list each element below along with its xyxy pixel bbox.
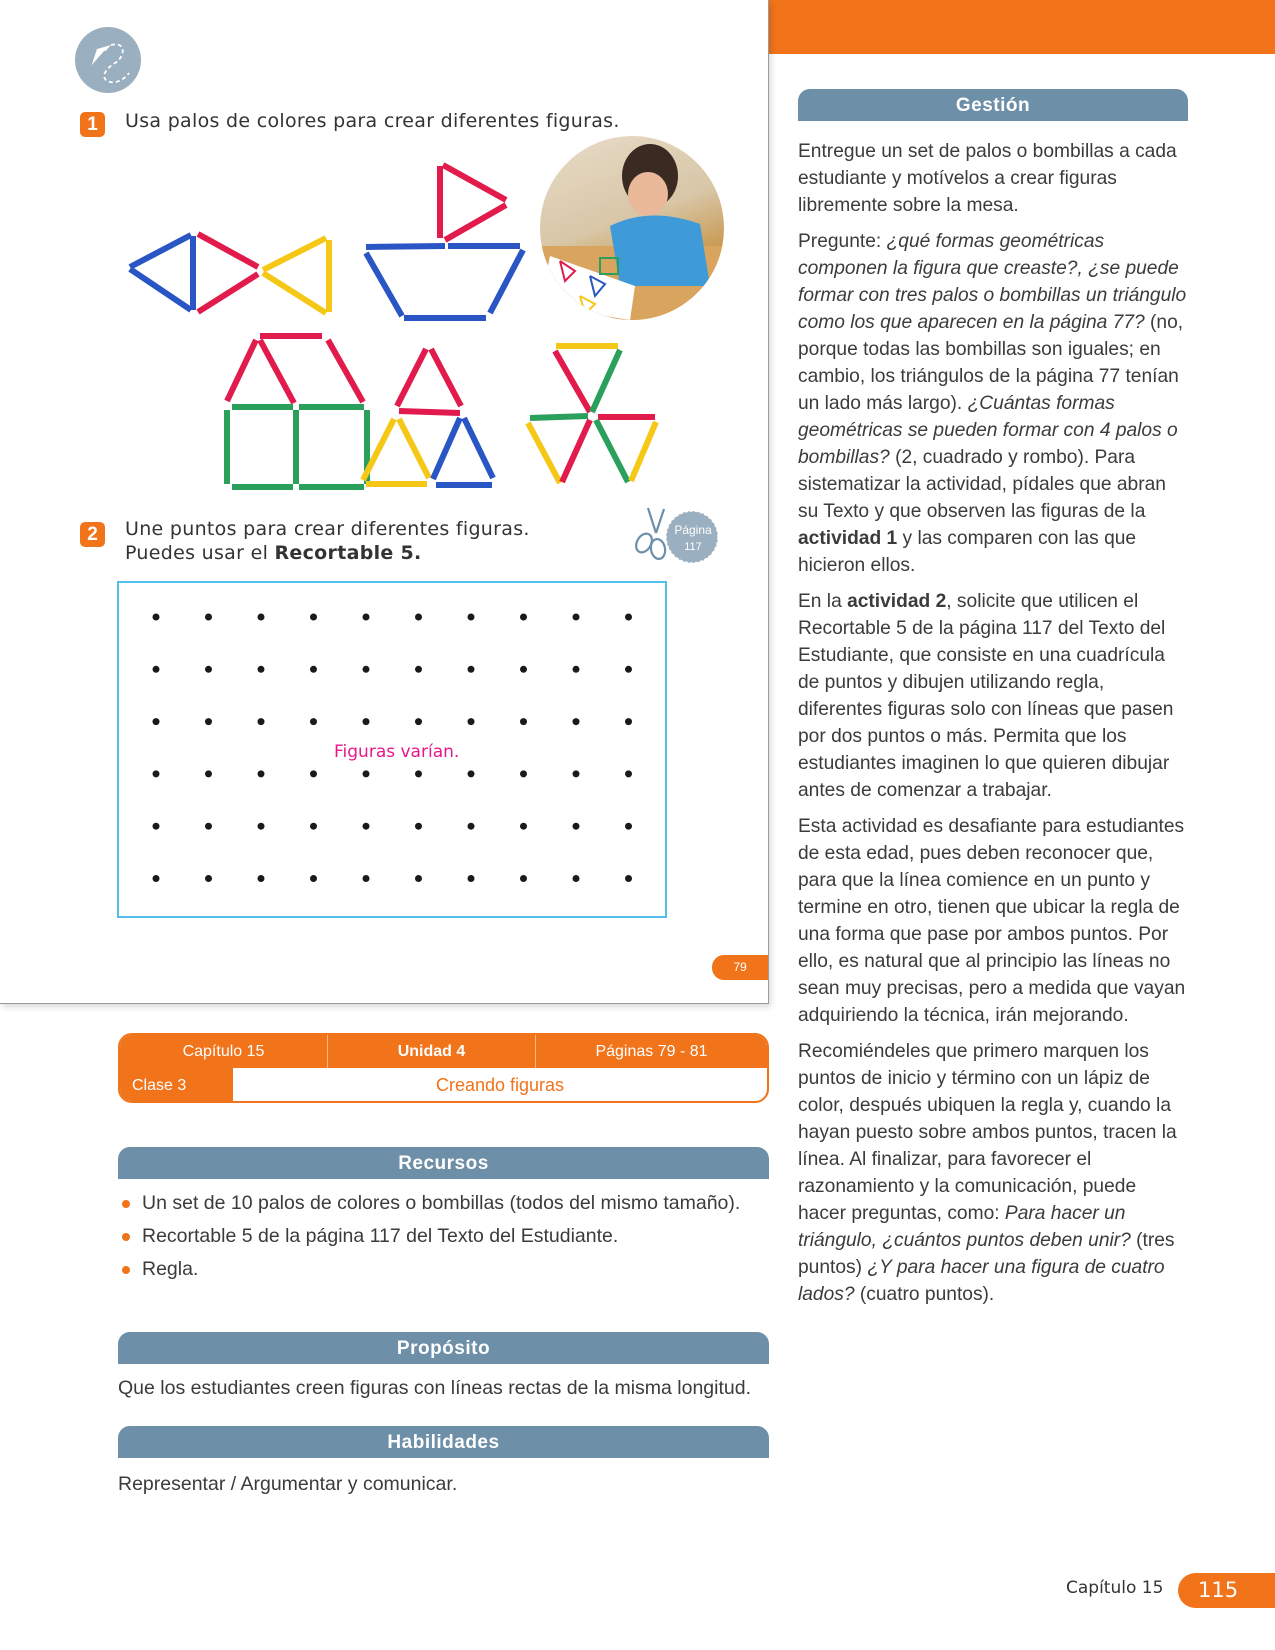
fish-figure bbox=[130, 234, 329, 313]
grid-dot[interactable] bbox=[310, 614, 317, 621]
recurso-item: Regla. bbox=[118, 1256, 768, 1283]
grid-dot[interactable] bbox=[205, 666, 212, 673]
grid-dot[interactable] bbox=[258, 770, 265, 777]
grid-dot[interactable] bbox=[468, 770, 475, 777]
grid-dot[interactable] bbox=[258, 823, 265, 830]
grid-dot[interactable] bbox=[363, 770, 370, 777]
grid-dot[interactable] bbox=[625, 666, 632, 673]
lesson-title: Creando figuras bbox=[435, 1075, 565, 1095]
grid-dot[interactable] bbox=[310, 718, 317, 725]
grid-dot[interactable] bbox=[258, 666, 265, 673]
grid-dot[interactable] bbox=[520, 823, 527, 830]
recortable-label: Página bbox=[674, 523, 712, 537]
grid-dot[interactable] bbox=[468, 823, 475, 830]
pinwheel-figure bbox=[528, 346, 656, 483]
proposito-heading: Propósito bbox=[118, 1332, 769, 1364]
recortable-page-badge bbox=[628, 503, 728, 583]
grid-dot[interactable] bbox=[415, 666, 422, 673]
grid-dot[interactable] bbox=[468, 666, 475, 673]
class-cell: Clase 3 bbox=[120, 1068, 233, 1103]
grid-dot[interactable] bbox=[153, 823, 160, 830]
boat-figure bbox=[366, 165, 523, 318]
grid-dot[interactable] bbox=[625, 614, 632, 621]
proposito-text: Que los estudiantes creen figuras con líneas rectas de la misma longitud. bbox=[118, 1377, 752, 1399]
recortable-page: 117 bbox=[684, 541, 702, 553]
grid-dot[interactable] bbox=[153, 666, 160, 673]
grid-dot[interactable] bbox=[415, 875, 422, 882]
grid-dot[interactable] bbox=[468, 614, 475, 621]
grid-dot[interactable] bbox=[520, 770, 527, 777]
student-page-number: 79 bbox=[712, 955, 768, 980]
grid-dot[interactable] bbox=[468, 718, 475, 725]
grid-dot[interactable] bbox=[625, 823, 632, 830]
house-figure bbox=[227, 336, 367, 487]
student-photo bbox=[540, 136, 724, 320]
answer-note: Figuras varían. bbox=[334, 742, 460, 762]
gestion-heading: Gestión bbox=[798, 89, 1188, 121]
footer-chapter: Capítulo 15 bbox=[1066, 1578, 1164, 1598]
grid-dot[interactable] bbox=[625, 718, 632, 725]
grid-dot[interactable] bbox=[310, 770, 317, 777]
activity-2-instruction-line2 bbox=[125, 542, 422, 564]
grid-dot[interactable] bbox=[363, 614, 370, 621]
gestion-paragraph-4: Esta actividad es desafiante para estudiantes de esta edad, pues deben reconocer que, para que la línea comience en un punto y termine en otro, tienen que ubicar la regla de una forma que pase por ambos puntos. Por ello, es natural que al principio las líneas no sean muy precisas, pero a medida que vayan adquiriendo la técnica, irán mejorando. bbox=[798, 816, 1186, 1026]
unit-cell: Unidad 4 bbox=[328, 1035, 536, 1068]
grid-dot[interactable] bbox=[205, 770, 212, 777]
gestion-paragraph-2: Pregunte: ¿qué formas geométricas componen la figura que creaste?, ¿se puede formar con tres palos o bombillas un triángulo como los que aparecen en la página 77? (no, porque todas las bombillas son iguales; en cambio, los triángulos de la página 77 tenían un lado más largo). ¿Cuántas formas geométricas se pueden formar con 4 palos o bombillas? (2, cuadrado y rombo). Para sistematizar la actividad, pídales que abran su Texto y que observen las figuras de la actividad 1 y las comparen con las que hicieron ellos. bbox=[798, 231, 1187, 576]
grid-dot[interactable] bbox=[573, 875, 580, 882]
student-page-inset bbox=[0, 0, 769, 1004]
grid-dot[interactable] bbox=[363, 875, 370, 882]
chapter-cell: Capítulo 15 bbox=[120, 1035, 328, 1068]
activity-2-number: 2 bbox=[80, 522, 105, 547]
grid-dot[interactable] bbox=[205, 718, 212, 725]
kite-path-icon bbox=[75, 27, 141, 93]
instruction-prefix: Puedes usar el bbox=[125, 542, 275, 564]
grid-dot[interactable] bbox=[415, 770, 422, 777]
activity-2-instruction-line1: Une puntos para crear diferentes figuras. bbox=[125, 518, 530, 540]
grid-dot[interactable] bbox=[520, 875, 527, 882]
triangles-figure bbox=[363, 349, 493, 485]
grid-dot[interactable] bbox=[310, 875, 317, 882]
grid-dot[interactable] bbox=[363, 823, 370, 830]
grid-dot[interactable] bbox=[153, 614, 160, 621]
grid-dot[interactable] bbox=[363, 718, 370, 725]
grid-dot[interactable] bbox=[573, 718, 580, 725]
habilidades-heading: Habilidades bbox=[118, 1426, 769, 1458]
grid-dot[interactable] bbox=[625, 770, 632, 777]
grid-dot[interactable] bbox=[573, 770, 580, 777]
recurso-item: Un set de 10 palos de colores o bombillas (todos del mismo tamaño). bbox=[118, 1190, 768, 1217]
grid-dot[interactable] bbox=[573, 823, 580, 830]
grid-dot[interactable] bbox=[363, 666, 370, 673]
grid-dot[interactable] bbox=[415, 718, 422, 725]
pages-cell: Páginas 79 - 81 bbox=[595, 1042, 708, 1060]
grid-dot[interactable] bbox=[153, 718, 160, 725]
recurso-item: Recortable 5 de la página 117 del Texto del Estudiante. bbox=[118, 1223, 768, 1250]
grid-dot[interactable] bbox=[205, 875, 212, 882]
grid-dot[interactable] bbox=[468, 875, 475, 882]
grid-dot[interactable] bbox=[415, 614, 422, 621]
grid-dot[interactable] bbox=[258, 614, 265, 621]
recortable-reference: Recortable 5. bbox=[274, 542, 422, 564]
grid-dot[interactable] bbox=[573, 614, 580, 621]
grid-dot[interactable] bbox=[520, 666, 527, 673]
footer-page-number: 115 bbox=[1178, 1573, 1275, 1608]
grid-dot[interactable] bbox=[153, 770, 160, 777]
gestion-paragraph-3: En la actividad 2, solicite que utilicen el Recortable 5 de la página 117 del Texto del Estudiante, que consiste en una cuadrícula de puntos y dibujen utilizando regla, diferentes figuras solo con líneas que pasen por dos puntos o más. Permita que los estudiantes imaginen lo que quieren dibujar antes de comenzar a trabajar. bbox=[798, 591, 1174, 801]
grid-dot[interactable] bbox=[205, 614, 212, 621]
activity-1-number: 1 bbox=[80, 112, 105, 137]
habilidades-text: Representar / Argumentar y comunicar. bbox=[118, 1473, 458, 1495]
top-accent-band bbox=[769, 0, 1275, 54]
lesson-header-table bbox=[118, 1033, 769, 1103]
grid-dot[interactable] bbox=[258, 875, 265, 882]
grid-dot[interactable] bbox=[520, 718, 527, 725]
grid-dot[interactable] bbox=[520, 614, 527, 621]
grid-dot[interactable] bbox=[415, 823, 422, 830]
grid-dot[interactable] bbox=[153, 875, 160, 882]
activity-1-instruction: Usa palos de colores para crear diferentes figuras. bbox=[125, 110, 620, 132]
recursos-heading: Recursos bbox=[118, 1147, 769, 1179]
grid-dot[interactable] bbox=[573, 666, 580, 673]
dot-grid-area[interactable] bbox=[117, 581, 667, 918]
gestion-text bbox=[798, 138, 1188, 1317]
grid-dot[interactable] bbox=[258, 718, 265, 725]
grid-dot[interactable] bbox=[205, 823, 212, 830]
recursos-list bbox=[118, 1190, 768, 1289]
grid-dot[interactable] bbox=[625, 875, 632, 882]
gestion-paragraph-5: Recomiéndeles que primero marquen los puntos de inicio y término con un lápiz de color, después ubiquen la regla y, cuando la hayan puesto sobre ambos puntos, tracen la línea. Al finalizar, para favorecer el razonamiento y la comunicación, puede hacer preguntas, como: Para hacer un triángulo, ¿cuántos puntos deben unir? (tres puntos) ¿Y para hacer una figura de cuatro lados? (cuatro puntos). bbox=[798, 1041, 1177, 1305]
grid-dot[interactable] bbox=[310, 666, 317, 673]
grid-dot[interactable] bbox=[310, 823, 317, 830]
gestion-paragraph-1: Entregue un set de palos o bombillas a cada estudiante y motívelos a crear figuras libremente sobre la mesa. bbox=[798, 141, 1177, 216]
